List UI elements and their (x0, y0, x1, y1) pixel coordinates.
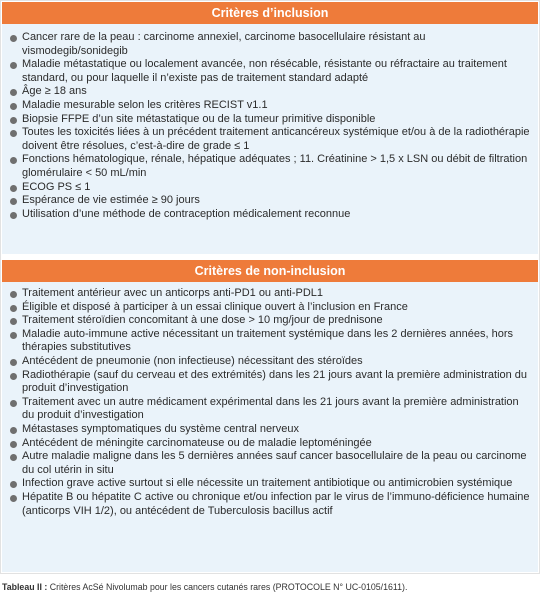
bullet-icon (10, 198, 17, 205)
bullet-icon (10, 427, 17, 434)
list-item-text: Métastases symptomatiques du système central nerveux (22, 422, 299, 435)
list-item-text: Fonctions hématologique, rénale, hépatique adéquates ; 11. Créatinine > 1,5 x LSN ou débit de filtration glomérulaire < 50 mL/min (22, 153, 528, 179)
exclusion-list (2, 287, 538, 518)
caption-label: Tableau II : (2, 582, 48, 592)
table-caption (2, 582, 407, 592)
list-item (10, 194, 530, 208)
list-item (10, 153, 530, 180)
list-item-text: Hépatite B ou hépatite C active ou chronique et/ou infection par le virus de l’immuno-déficience humaine (anticorps VIH 1/2), ou antécédent de Tuberculosis bacillus actif (22, 490, 530, 517)
bullet-icon (10, 441, 17, 448)
list-item-text: Maladie auto-immune active nécessitant un traitement systémique dans les 2 dernières années, hors thérapies substitutives (22, 327, 513, 354)
list-item (10, 314, 530, 328)
caption-text: Critères AcSé Nivolumab pour les cancers cutanés rares (PROTOCOLE N° UC-0105/1611). (49, 582, 408, 592)
bullet-icon (10, 89, 17, 96)
list-item (10, 58, 530, 85)
list-item-text: Traitement stéroïdien concomitant à une dose > 10 mg/jour de prednisone (22, 314, 383, 327)
list-item (10, 477, 530, 491)
list-item (10, 126, 530, 153)
bullet-icon (10, 62, 17, 69)
bullet-icon (10, 117, 17, 124)
list-item (10, 437, 530, 451)
list-item-text: Éligible et disposé à participer à un essai clinique ouvert à l’inclusion en France (22, 300, 408, 313)
list-item-text: Cancer rare de la peau : carcinome annexiel, carcinome basocellulaire résistant au vismodegib/sonidegib (22, 31, 426, 57)
list-item-text: Antécédent de pneumonie (non infectieuse) nécessitant des stéroïdes (22, 354, 363, 367)
list-item-text: Espérance de vie estimée ≥ 90 jours (22, 194, 200, 207)
list-item (10, 99, 530, 113)
bullet-icon (10, 103, 17, 110)
list-item (10, 423, 530, 437)
list-item (10, 287, 530, 301)
bullet-icon (10, 130, 17, 137)
exclusion-header: Critères de non-inclusion (2, 260, 538, 282)
list-item-text: Biopsie FFPE d’un site métastatique ou de la tumeur primitive disponible (22, 112, 376, 125)
exclusion-body (2, 282, 538, 572)
list-item-text: Âge ≥ 18 ans (22, 85, 87, 98)
bullet-icon (10, 400, 17, 407)
list-item (10, 396, 530, 423)
list-item-text: Autre maladie maligne dans les 5 dernières années sauf cancer basocellulaire de la peau ou carcinome du col utérin in situ (22, 450, 527, 476)
bullet-icon (10, 185, 17, 192)
bullet-icon (10, 495, 17, 502)
list-item-text: Radiothérapie (sauf du cerveau et des extrémités) dans les 21 jours avant la première administration du produit d’investigation (22, 368, 528, 395)
bullet-icon (10, 332, 17, 339)
list-item (10, 328, 530, 355)
list-item-text: Traitement avec un autre médicament expérimental dans les 21 jours avant la première administration du produit d’investigation (22, 395, 519, 422)
bullet-icon (10, 481, 17, 488)
list-item (10, 491, 530, 518)
bullet-icon (10, 35, 17, 42)
list-item-text: Infection grave active surtout si elle nécessite un traitement antibiotique ou antimicrobien systémique (22, 477, 513, 490)
list-item (10, 181, 530, 195)
list-item (10, 450, 530, 477)
list-item-text: Toutes les toxicités liées à un précédent traitement anticancéreux systémique et/ou à de la radiothérapie doivent être résolues, c’est-à-dire de grade ≤ 1 (22, 126, 530, 152)
list-item-text: Maladie métastatique ou localement avancée, non résécable, résistante ou réfractaire au traitement standard, ou pour laquelle il n’existe pas de traitement standard adapté (22, 58, 507, 84)
list-item-text: Maladie mesurable selon les critères RECIST v1.1 (22, 98, 268, 111)
list-item (10, 85, 530, 99)
list-item-text: Antécédent de méningite carcinomateuse ou de maladie leptoméningée (22, 436, 372, 449)
list-item (10, 355, 530, 369)
bullet-icon (10, 291, 17, 298)
list-item (10, 301, 530, 315)
bullet-icon (10, 373, 17, 380)
inclusion-header: Critères d’inclusion (2, 2, 538, 24)
inclusion-body (2, 24, 538, 254)
list-item-text: Traitement antérieur avec un anticorps anti-PD1 ou anti-PDL1 (22, 287, 324, 299)
bullet-icon (10, 318, 17, 325)
list-item (10, 208, 530, 222)
list-item (10, 31, 530, 58)
bullet-icon (10, 359, 17, 366)
bullet-icon (10, 212, 17, 219)
bullet-icon (10, 454, 17, 461)
list-item-text: Utilisation d’une méthode de contraception médicalement reconnue (22, 207, 351, 220)
list-item-text: ECOG PS ≤ 1 (22, 180, 91, 193)
list-item (10, 369, 530, 396)
bullet-icon (10, 305, 17, 312)
bullet-icon (10, 157, 17, 164)
inclusion-list (2, 31, 538, 221)
list-item (10, 113, 530, 127)
